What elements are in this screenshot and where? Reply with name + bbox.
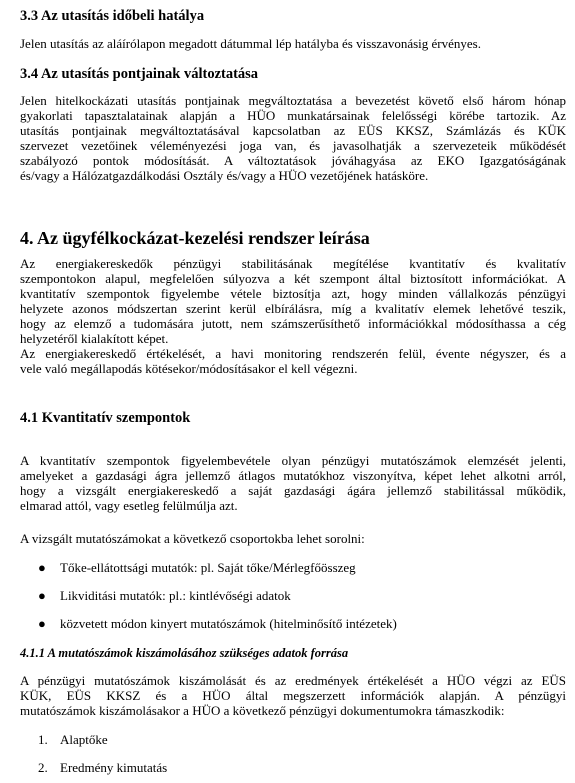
bullet-item: ● közvetett módon kinyert mutatószámok (hitelminősítő intézetek): [38, 616, 397, 631]
bullet-dot-icon: ●: [38, 616, 46, 631]
paragraph-line: A pénzügyi mutatószámok kiszámolását és az eredmények értékelését a HÜO végzi az EÜS: [20, 673, 566, 688]
numbered-item: 1. Alaptőke: [38, 732, 108, 747]
paragraph-line: Az energiakereskedő értékelését, a havi monitoring rendszerén felül, évente négyszer, és a: [20, 346, 566, 361]
section-4-1-paragraph: [20, 453, 566, 513]
paragraph-line: hogy a vizsgált energiakereskedő a saját gazdasági ágára jellemző stabilitással működik,: [20, 483, 566, 498]
paragraph-line: Az energiakereskedők pénzügyi stabilitásának megítélése kvantitatív és kvalitatív: [20, 256, 566, 271]
groups-intro: A vizsgált mutatószámokat a következő csoportokba lehet sorolni:: [20, 531, 365, 546]
section-4-1-heading: 4.1 Kvantitatív szempontok: [20, 410, 191, 426]
section-3-3-text: Jelen utasítás az aláírólapon megadott dátummal lép hatályba és visszavonásig érvényes.: [20, 36, 481, 51]
section-3-4-paragraph: [20, 93, 566, 183]
paragraph-line: szabályozó pontok módosítását. A változtatások jóváhagyása az EKO Igazgatóságának: [20, 153, 566, 168]
paragraph-line: vele való megállapodás kötésekor/módosításakor el kell végezni.: [20, 361, 358, 376]
paragraph-line: szempontokon alapul, megfelelően súlyozva a két szempont által biztosított információkat. A: [20, 271, 566, 286]
paragraph-line: helyzete azonos módszertan szerint kerül elbírálásra, míg a kvalitatív elemek lehetővé teszik,: [20, 301, 566, 316]
paragraph-line: Jelen hitelkockázati utasítás pontjainak megváltoztatása a bevezetést követő első három hónap: [20, 93, 566, 108]
section-3-4-heading: 3.4 Az utasítás pontjainak változtatása: [20, 66, 259, 82]
paragraph-line: helyzetéről kialakított képet.: [20, 331, 169, 346]
bullet-dot-icon: ●: [38, 588, 46, 603]
bullet-item: ● Likviditási mutatók: pl.: kintlévőségi adatok: [38, 588, 291, 603]
paragraph-line: mutatószámok kiszámolásakor a HÜO a következő pénzügyi dokumentumokra támaszkodik:: [20, 703, 505, 718]
paragraph-line: kvantitatív szempontok figyelembe vétele biztosítja azt, hogy minden vállalkozás pénzügyi: [20, 286, 566, 301]
bullet-dot-icon: ●: [38, 560, 46, 575]
paragraph-line: utasítás pontjainak megváltoztatásával kapcsolatban az EÜS KKSZ, Számlázás és KÜK: [20, 123, 566, 138]
section-4-1-1-heading: 4.1.1 A mutatószámok kiszámolásához szükséges adatok forrása: [20, 646, 349, 660]
paragraph-line: KÜK, EÜS KKSZ és a HÜO által megszerzett információk alapján. A pénzügyi: [20, 688, 566, 703]
paragraph-line: A kvantitatív szempontok figyelembevétele olyan pénzügyi mutatószámok elemzését jelenti,: [20, 453, 566, 468]
paragraph-line: elmarad attól, vagy esetleg felülmúlja azt.: [20, 498, 238, 513]
paragraph-line: gyakorlati tapasztalatainak alapján a HÜO munkatársainak felelősségi körébe tartozik. Az: [20, 108, 566, 123]
paragraph-line: hogy az elemző a tudomására jutott, nem számszerűsíthető információkkal módosíthassa a cég: [20, 316, 566, 331]
section-4-heading: 4. Az ügyfélkockázat-kezelési rendszer leírása: [20, 228, 370, 248]
paragraph-line: és/vagy a Hálózatgazdálkodási Osztály és/vagy a HÜO vezetőjének hatásköre.: [20, 168, 429, 183]
section-4-1-1-paragraph: [20, 673, 566, 718]
section-3-3-heading: 3.3 Az utasítás időbeli hatálya: [20, 8, 205, 24]
paragraph-line: amelyeket a gazdasági ágra jellemző átlagos mutatókhoz viszonyítva, képet lehet alkotni arról,: [20, 468, 566, 483]
section-4-paragraph: [20, 256, 566, 376]
bullet-item: ● Tőke-ellátottsági mutatók: pl. Saját tőke/Mérlegfőösszeg: [38, 560, 356, 575]
paragraph-line: szervezet vezetőinek véleményezési joga van, és javasolhatják a szervezeteik működését: [20, 138, 566, 153]
numbered-item: 2. Eredmény kimutatás: [38, 760, 168, 775]
